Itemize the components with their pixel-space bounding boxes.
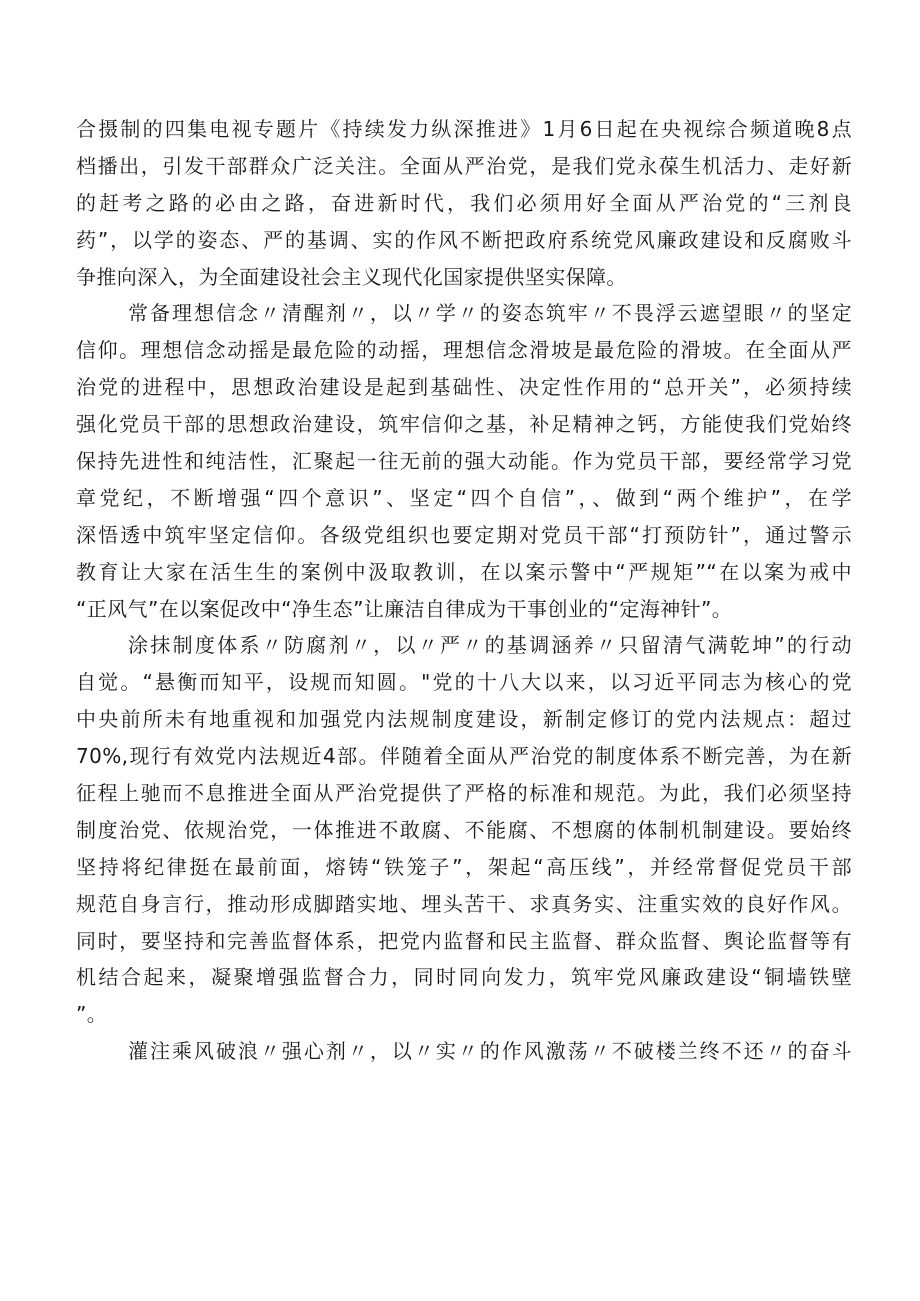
- paragraph-line: 信仰。理想信念动摇是最危险的动摇，理想信念滑坡是最危险的滑坡。在全面从严: [76, 338, 852, 363]
- paragraph-line: 深悟透中筑牢坚定信仰。各级党组织也要定期对党员干部“打预防针”，通过警示: [76, 522, 852, 547]
- paragraph-line: 同时，要坚持和完善监督体系，把党内监督和民主监督、群众监督、舆论监督等有: [76, 928, 852, 953]
- paragraph-line: 章党纪，不断增强“四个意识”、坚定“四个自信”，、做到“两个维护”，在学: [76, 485, 852, 510]
- paragraph-line: 的赶考之路的必由之路，奋进新时代，我们必须用好全面从严治党的“三剂良: [76, 190, 852, 215]
- paragraph-line: 教育让大家在活生生的案例中汲取教训，在以案示警中“严规矩”“在以案为戒中: [76, 559, 852, 584]
- paragraph-line: 制度治党、依规治党，一体推进不敢腐、不能腐、不想腐的体制机制建设。要始终: [76, 817, 852, 842]
- paragraph-line: 药”，以学的姿态、严的基调、实的作风不断把政府系统党风廉政建设和反腐败斗: [76, 227, 852, 252]
- paragraph-line: 自觉。“悬衡而知平，设规而知圆。"党的十八大以来，以习近平同志为核心的党: [76, 670, 852, 695]
- paragraph-line: 合摄制的四集电视专题片《持续发力纵深推进》1月6日起在央视综合频道晚8点: [76, 117, 852, 141]
- paragraph-line: 强化党员干部的思想政治建设，筑牢信仰之基，补足精神之钙，方能使我们党始终: [76, 412, 852, 437]
- paragraph-line: 征程上驰而不息推进全面从严治党提供了严格的标准和规范。为此，我们必须坚持: [76, 781, 852, 806]
- paragraph-3: [76, 627, 852, 1033]
- paragraph-4: [76, 1033, 852, 1070]
- paragraph-2: [76, 295, 852, 627]
- paragraph-line: “正风气”在以案促改中“净生态”让廉洁自律成为干事创业的“定海神针”。: [76, 596, 733, 621]
- paragraph-line: 坚持将纪律挺在最前面，熔铸“铁笼子”，架起“高压线”，并经常督促党员干部: [76, 854, 852, 879]
- paragraph-1: [76, 111, 852, 295]
- document-body: [76, 111, 852, 1070]
- paragraph-line: 档播出，引发干部群众广泛关注。全面从严治党，是我们党永葆生机活力、走好新: [76, 153, 852, 178]
- paragraph-line: 常备理想信念〃清醒剂〃，以〃学〃的姿态筑牢〃不畏浮云遮望眼〃的坚定: [128, 301, 852, 326]
- paragraph-line: 灌注乘风破浪〃强心剂〃，以〃实〃的作风激荡〃不破楼兰终不还〃的奋斗: [128, 1039, 852, 1064]
- paragraph-line: 规范自身言行，推动形成脚踏实地、埋头苦干、求真务实、注重实效的良好作风。: [76, 891, 852, 916]
- paragraph-line: ”。: [76, 1002, 108, 1027]
- paragraph-line: 中央前所未有地重视和加强党内法规制度建设，新制定修订的党内法规点：超过: [76, 707, 852, 732]
- paragraph-line: 涂抹制度体系〃防腐剂〃，以〃严〃的基调涵养〃只留清气满乾坤”的行动: [128, 633, 852, 658]
- paragraph-line: 70%,现行有效党内法规近4部。伴随着全面从严治党的制度体系不断完善，为在新: [76, 744, 852, 769]
- paragraph-line: 争推向深入，为全面建设社会主义现代化国家提供坚实保障。: [76, 264, 627, 289]
- paragraph-line: 治党的进程中，思想政治建设是起到基础性、决定性作用的“总开关”，必须持续: [76, 375, 852, 400]
- paragraph-line: 机结合起来，凝聚增强监督合力，同时同向发力，筑牢党风廉政建设“铜墙铁壁: [76, 965, 852, 990]
- paragraph-line: 保持先进性和纯洁性，汇聚起一往无前的强大动能。作为党员干部，要经常学习党: [76, 449, 852, 474]
